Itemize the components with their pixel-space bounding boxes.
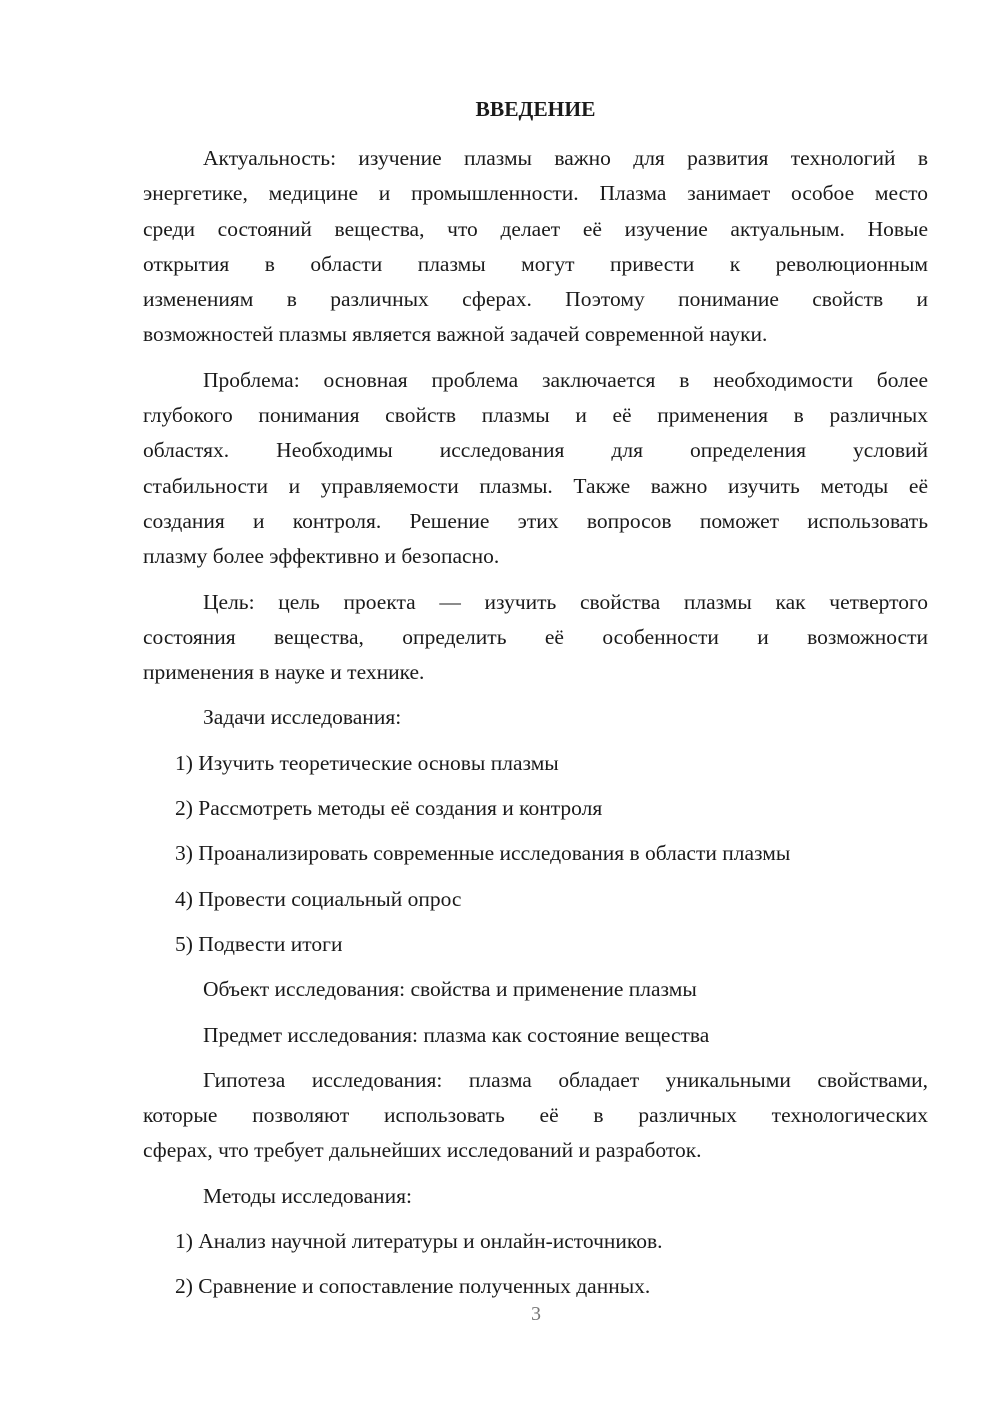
text-line: 1) Анализ научной литературы и онлайн-источников. bbox=[175, 1229, 663, 1254]
page-number: 3 bbox=[531, 1303, 541, 1325]
paragraph bbox=[143, 363, 928, 575]
text-line: 1) Изучить теоретические основы плазмы bbox=[175, 750, 559, 775]
text-line: состояния вещества, определить её особенности и возможности bbox=[143, 624, 928, 649]
paragraph bbox=[143, 141, 928, 353]
text-line: Задачи исследования: bbox=[203, 705, 402, 730]
paragraph bbox=[143, 1063, 928, 1169]
list-item bbox=[143, 1269, 928, 1304]
text-line: создания и контроля. Решение этих вопросов поможет использовать bbox=[143, 508, 928, 533]
list-item bbox=[143, 1224, 928, 1259]
paragraph bbox=[143, 1018, 928, 1053]
section-title: ВВЕДЕНИЕ bbox=[475, 97, 596, 121]
text-line: изменениям в различных сферах. Поэтому понимание свойств и bbox=[143, 287, 928, 312]
text-line: Проблема: основная проблема заключается в необходимости более bbox=[203, 367, 928, 392]
text-line: 2) Рассмотреть методы её создания и контроля bbox=[175, 796, 603, 821]
paragraph bbox=[143, 972, 928, 1007]
text-line: глубокого понимания свойств плазмы и её применения в различных bbox=[143, 403, 928, 428]
text-line: 4) Провести социальный опрос bbox=[175, 886, 462, 911]
text-line: 3) Проанализировать современные исследования в области плазмы bbox=[175, 841, 791, 866]
text-line: сферах, что требует дальнейших исследований и разработок. bbox=[143, 1138, 702, 1163]
list-item bbox=[143, 882, 928, 917]
text-line: 5) Подвести итоги bbox=[175, 931, 343, 956]
text-line: Объект исследования: свойства и применение плазмы bbox=[203, 977, 697, 1002]
text-line: Гипотеза исследования: плазма обладает уникальными свойствами, bbox=[203, 1067, 928, 1092]
paragraph bbox=[143, 1179, 928, 1214]
text-line: применения в науке и технике. bbox=[143, 660, 425, 685]
text-line: возможностей плазмы является важной задачей современной науки. bbox=[143, 322, 768, 347]
list-item bbox=[143, 791, 928, 826]
list-item bbox=[143, 836, 928, 871]
text-line: областях. Необходимы исследования для определения условий bbox=[143, 438, 928, 463]
paragraph bbox=[143, 585, 928, 691]
list-item bbox=[143, 746, 928, 781]
text-line: открытия в области плазмы могут привести к революционным bbox=[143, 251, 928, 276]
text-line: Предмет исследования: плазма как состояние вещества bbox=[203, 1022, 710, 1047]
text-line: энергетике, медицине и промышленности. Плазма занимает особое место bbox=[143, 181, 928, 206]
text-line: Актуальность: изучение плазмы важно для развития технологий в bbox=[203, 146, 928, 170]
list-item bbox=[143, 927, 928, 962]
text-line: которые позволяют использовать её в различных технологических bbox=[143, 1103, 928, 1128]
document-body bbox=[143, 141, 928, 1305]
text-line: Цель: цель проекта — изучить свойства плазмы как четвертого bbox=[203, 589, 928, 614]
text-line: Методы исследования: bbox=[203, 1183, 412, 1208]
document-page bbox=[143, 92, 928, 1305]
text-line: среди состояний вещества, что делает её изучение актуальным. Новые bbox=[143, 216, 928, 241]
text-line: 2) Сравнение и сопоставление полученных данных. bbox=[175, 1274, 651, 1299]
text-line: стабильности и управляемости плазмы. Также важно изучить методы её bbox=[143, 473, 928, 498]
text-line: плазму более эффективно и безопасно. bbox=[143, 544, 500, 569]
paragraph bbox=[143, 700, 928, 735]
